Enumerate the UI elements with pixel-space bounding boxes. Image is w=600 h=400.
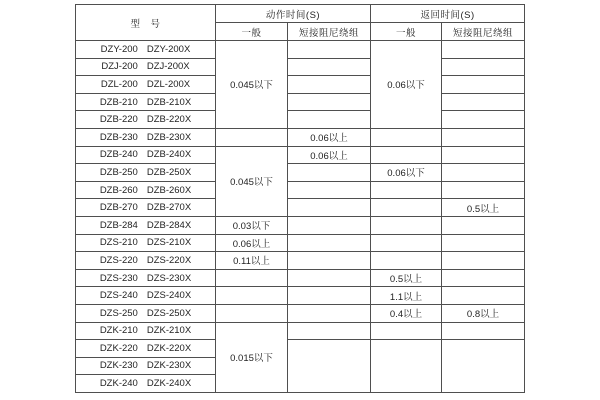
table-row — [76, 111, 525, 129]
action-short-damping-cell — [288, 76, 371, 94]
action-general-cell: 0.015以下 — [216, 322, 288, 393]
header-row-1 — [76, 5, 525, 23]
model-cell — [76, 181, 216, 199]
return-short-damping-cell — [442, 76, 525, 94]
table-row — [76, 76, 525, 94]
model-cell — [76, 234, 216, 252]
model-name-x: DZB-220X — [146, 114, 192, 126]
return-general-cell: 0.4以上 — [371, 304, 442, 322]
table-row — [76, 322, 525, 340]
model-cell — [76, 340, 216, 358]
return-general-cell — [371, 181, 442, 199]
model-name-x: DZK-230X — [146, 360, 192, 372]
header-return-general: 一般 — [371, 23, 442, 41]
model-name: DZS-240 — [99, 290, 138, 302]
model-name-x: DZB-260X — [146, 184, 192, 196]
table-row — [76, 269, 525, 287]
return-short-damping-cell — [442, 269, 525, 287]
table-row — [76, 252, 525, 270]
action-short-damping-cell: 0.06以上 — [288, 146, 371, 164]
action-general-cell: 0.03以下 — [216, 216, 288, 234]
model-cell — [76, 269, 216, 287]
action-short-damping-cell — [288, 304, 371, 322]
model-name-x: DZB-284X — [146, 219, 192, 231]
return-short-damping-cell — [442, 111, 525, 129]
model-cell — [76, 58, 216, 76]
model-name-x: DZK-220X — [146, 342, 192, 354]
table-row — [76, 146, 525, 164]
action-short-damping-cell — [288, 252, 371, 270]
action-general-cell — [216, 128, 288, 146]
model-name-x: DZB-250X — [146, 166, 192, 178]
model-cell — [76, 128, 216, 146]
table-row — [76, 234, 525, 252]
return-short-damping-cell — [442, 146, 525, 164]
return-short-damping-cell — [442, 164, 525, 182]
model-name-x: DZS-240X — [146, 290, 192, 302]
return-general-cell: 0.06以下 — [371, 41, 442, 129]
model-name: DZS-220 — [99, 254, 138, 266]
relay-spec-table — [75, 4, 525, 393]
action-general-cell: 0.06以上 — [216, 234, 288, 252]
header-action-time: 动作时间(S) — [216, 5, 371, 23]
model-cell — [76, 322, 216, 340]
model-name: DZB-260 — [99, 184, 138, 196]
return-short-damping-cell — [442, 128, 525, 146]
action-general-cell — [216, 304, 288, 322]
model-cell — [76, 304, 216, 322]
action-short-damping-cell — [288, 93, 371, 111]
model-name-x: DZL-200X — [146, 78, 191, 90]
model-name-x: DZS-250X — [146, 307, 192, 319]
model-cell — [76, 375, 216, 393]
return-general-cell — [371, 146, 442, 164]
table-row — [76, 128, 525, 146]
action-general-cell: 0.045以下 — [216, 41, 288, 129]
action-short-damping-cell — [288, 216, 371, 234]
header-action-general: 一般 — [216, 23, 288, 41]
return-short-damping-cell: 0.5以上 — [442, 199, 525, 217]
model-name: DZJ-200 — [101, 61, 138, 73]
action-general-cell — [216, 287, 288, 305]
return-short-damping-cell — [442, 41, 525, 59]
model-cell — [76, 93, 216, 111]
table-row — [76, 41, 525, 59]
model-name-x: DZS-220X — [146, 254, 192, 266]
model-name-x: DZK-210X — [146, 325, 192, 337]
model-name: DZY-200 — [100, 43, 138, 55]
header-return-short-damping: 短接阻尼绕组 — [442, 23, 525, 41]
action-short-damping-cell — [288, 58, 371, 76]
action-short-damping-cell — [288, 287, 371, 305]
model-name-x: DZS-210X — [146, 237, 192, 249]
table-row — [76, 216, 525, 234]
return-general-cell: 0.06以下 — [371, 164, 442, 182]
return-short-damping-cell — [442, 93, 525, 111]
return-short-damping-cell — [442, 287, 525, 305]
return-general-cell — [371, 128, 442, 146]
model-name: DZB-210 — [99, 96, 138, 108]
model-name: DZB-250 — [99, 166, 138, 178]
model-cell — [76, 252, 216, 270]
header-model: 型 号 — [76, 5, 216, 41]
model-name: DZK-210 — [99, 325, 138, 337]
table-row — [76, 164, 525, 182]
model-name: DZB-270 — [99, 202, 138, 214]
return-general-cell: 1.1以上 — [371, 287, 442, 305]
return-short-damping-cell — [442, 234, 525, 252]
action-short-damping-cell — [288, 111, 371, 129]
return-general-cell — [371, 252, 442, 270]
table-row — [76, 287, 525, 305]
action-general-cell: 0.045以下 — [216, 146, 288, 216]
model-name: DZK-220 — [99, 342, 138, 354]
table-row — [76, 340, 525, 358]
model-name-x: DZB-210X — [146, 96, 192, 108]
model-name: DZK-240 — [99, 378, 138, 390]
model-cell — [76, 287, 216, 305]
table-row — [76, 181, 525, 199]
model-cell — [76, 76, 216, 94]
return-short-damping-cell — [442, 216, 525, 234]
action-short-damping-cell — [288, 199, 371, 217]
return-general-cell — [371, 199, 442, 217]
action-short-damping-cell — [288, 269, 371, 287]
model-name-x: DZS-230X — [146, 272, 192, 284]
model-cell — [76, 216, 216, 234]
action-short-damping-cell — [288, 340, 371, 393]
table-row — [76, 93, 525, 111]
action-short-damping-cell: 0.06以上 — [288, 128, 371, 146]
model-cell — [76, 164, 216, 182]
action-short-damping-cell — [288, 164, 371, 182]
model-name: DZS-210 — [99, 237, 138, 249]
model-name: DZB-240 — [99, 149, 138, 161]
return-short-damping-cell — [442, 181, 525, 199]
model-name-x: DZJ-200X — [146, 61, 190, 73]
model-name: DZS-230 — [99, 272, 138, 284]
action-short-damping-cell — [288, 234, 371, 252]
model-cell — [76, 146, 216, 164]
header-return-time: 返回时间(S) — [371, 5, 525, 23]
return-short-damping-cell — [442, 340, 525, 393]
model-name: DZS-250 — [99, 307, 138, 319]
return-general-cell — [371, 216, 442, 234]
model-name: DZB-230 — [99, 131, 138, 143]
model-name-x: DZK-240X — [146, 378, 192, 390]
return-general-cell: 0.5以上 — [371, 269, 442, 287]
table-row — [76, 58, 525, 76]
action-short-damping-cell — [288, 322, 371, 340]
model-name: DZB-284 — [99, 219, 138, 231]
model-cell — [76, 357, 216, 375]
header-action-short-damping: 短接阻尼绕组 — [288, 23, 371, 41]
return-general-cell — [371, 234, 442, 252]
return-general-cell — [371, 340, 442, 393]
model-cell — [76, 199, 216, 217]
return-short-damping-cell: 0.8以上 — [442, 304, 525, 322]
return-short-damping-cell — [442, 322, 525, 340]
model-cell — [76, 41, 216, 59]
model-name-x: DZB-230X — [146, 131, 192, 143]
return-short-damping-cell — [442, 252, 525, 270]
return-short-damping-cell — [442, 58, 525, 76]
action-short-damping-cell — [288, 181, 371, 199]
table-row — [76, 304, 525, 322]
model-name: DZL-200 — [100, 78, 138, 90]
model-cell — [76, 111, 216, 129]
action-short-damping-cell — [288, 41, 371, 59]
model-name-x: DZY-200X — [146, 43, 191, 55]
model-name: DZB-220 — [99, 114, 138, 126]
model-name: DZK-230 — [99, 360, 138, 372]
model-name-x: DZB-270X — [146, 202, 192, 214]
table-row — [76, 199, 525, 217]
model-name-x: DZB-240X — [146, 149, 192, 161]
return-general-cell — [371, 322, 442, 340]
action-general-cell: 0.11以上 — [216, 252, 288, 270]
action-general-cell — [216, 269, 288, 287]
